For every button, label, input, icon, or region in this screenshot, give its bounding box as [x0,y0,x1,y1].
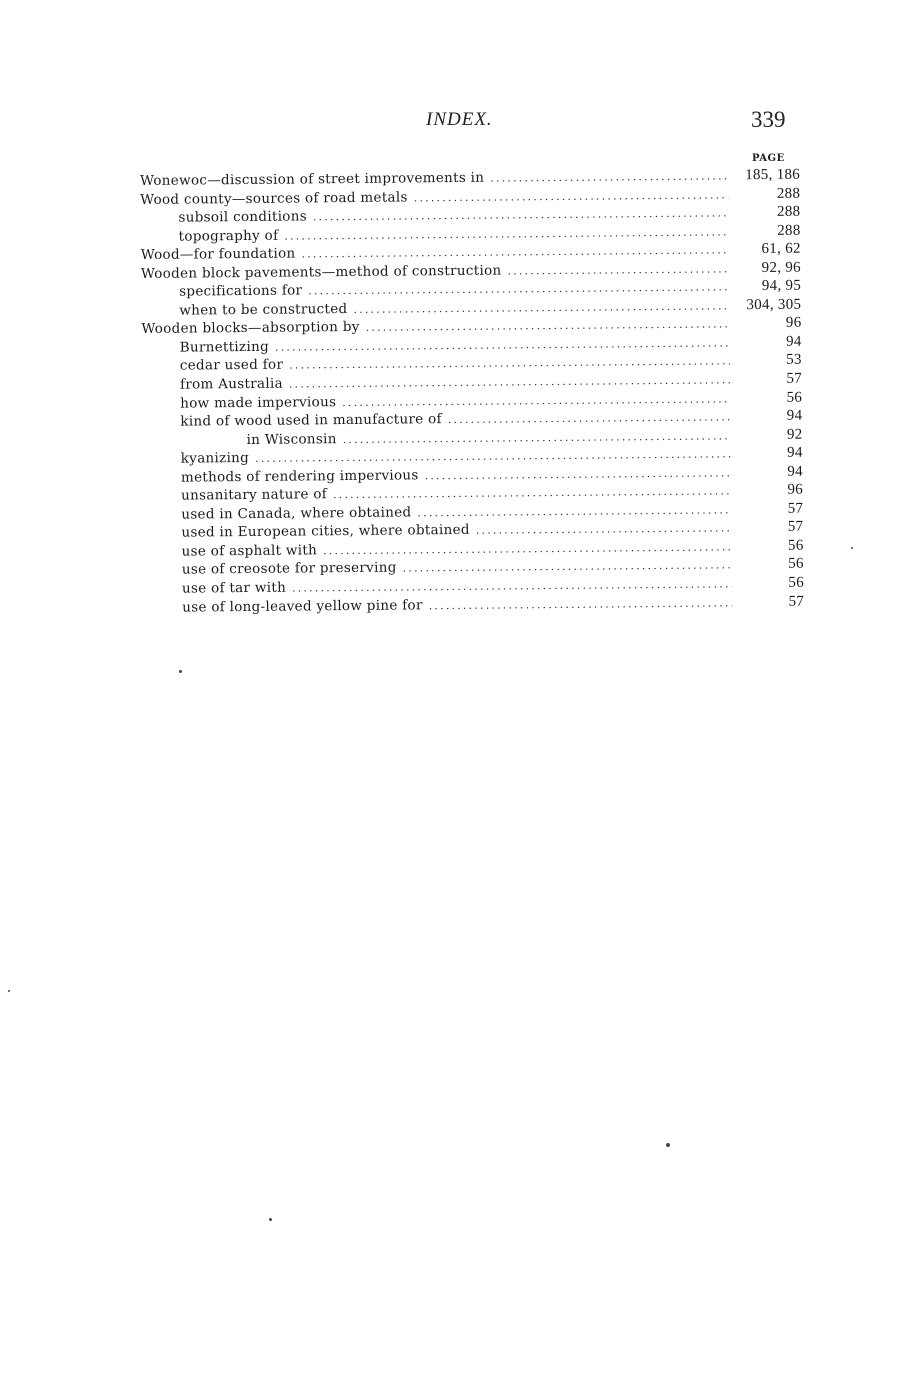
index-entry-label: in Wisconsin [246,430,337,448]
index-entry-pages: 56 [788,574,805,591]
index-entry-pages: 92, 96 [761,259,802,276]
index-entry-pages: 61, 62 [761,240,801,258]
index-entry-pages: 288 [776,185,801,202]
scan-speck [269,1218,272,1221]
index-entry-pages: 57 [787,500,804,517]
index-entry-pages: 96 [785,315,802,332]
index-entry-pages: 57 [786,370,803,387]
dot-leader [429,594,733,615]
index-entry-pages: 92 [786,426,803,443]
index-entry-label: use of creosote for preserving [181,560,397,579]
index-entry-label: Wood county—sources of road metals [140,188,408,208]
index-entry-pages: 57 [787,519,804,536]
index-entry-pages: 304, 305 [746,296,802,314]
index-entry-pages: 94 [787,444,803,462]
index-entry-pages: 288 [776,203,801,220]
index-entry-label: use of tar with [181,579,287,597]
index-entry-label: Burnettizing [179,338,270,356]
index-entry-pages: 56 [788,556,804,573]
index-entry-label: kyanizing [180,450,250,467]
index-entry-label: subsoil conditions [178,208,307,226]
running-title: INDEX. [426,109,493,130]
index-entry-label: Wooden blocks—absorption by [141,319,360,338]
index-entry-label: Wonewoc—discussion of street improvements in [140,169,485,189]
index-entry-label: used in European cities, where obtained [181,522,470,542]
index-entry-label: when to be constructed [179,300,348,319]
index-entry-label: use of asphalt with [181,542,318,560]
index-entry-label: unsanitary nature of [181,486,328,504]
index-entry-label: use of long-leaved yellow pine for [182,596,423,616]
index-entry-pages: 57 [788,593,805,610]
index-entry-label: Wood—for foundation [140,245,296,264]
index-entry-pages: 56 [786,389,803,406]
dot-leader [490,167,728,188]
dot-leader [476,520,732,541]
index-entry-label: how made impervious [180,393,337,412]
index-entry-pages: 56 [787,537,804,554]
index-entry-pages: 94 [786,407,803,424]
index-entry-label: kind of wood used in manufacture of [180,411,442,430]
index-entry-pages: 94, 95 [761,277,802,295]
index-entry-label: specifications for [179,282,303,300]
index-entry-label: from Australia [179,375,283,393]
index-entry-label: used in Canada, where obtained [181,504,412,523]
index-entry-pages: 96 [787,481,804,499]
index-entry-pages: 185, 186 [745,166,801,184]
index-entry-label: cedar used for [179,357,284,375]
index-entry-label: Wooden block pavements—method of construction [140,262,502,282]
index-entry-pages: 94 [785,333,802,350]
scan-speck [851,547,853,549]
dot-leader [507,260,729,281]
scan-speck [666,1143,670,1147]
index-entry-label: methods of rendering impervious [180,467,419,486]
scan-speck [8,990,10,992]
index-entry-pages: 53 [786,352,802,369]
page-column-header: PAGE [752,153,785,164]
index-entry-pages: 288 [777,222,801,239]
index-entry-label: topography of [178,227,279,245]
index-entry-list [140,166,804,617]
index-entry-pages: 94 [787,463,803,480]
page-number: 339 [751,107,786,132]
scan-speck [179,670,182,673]
